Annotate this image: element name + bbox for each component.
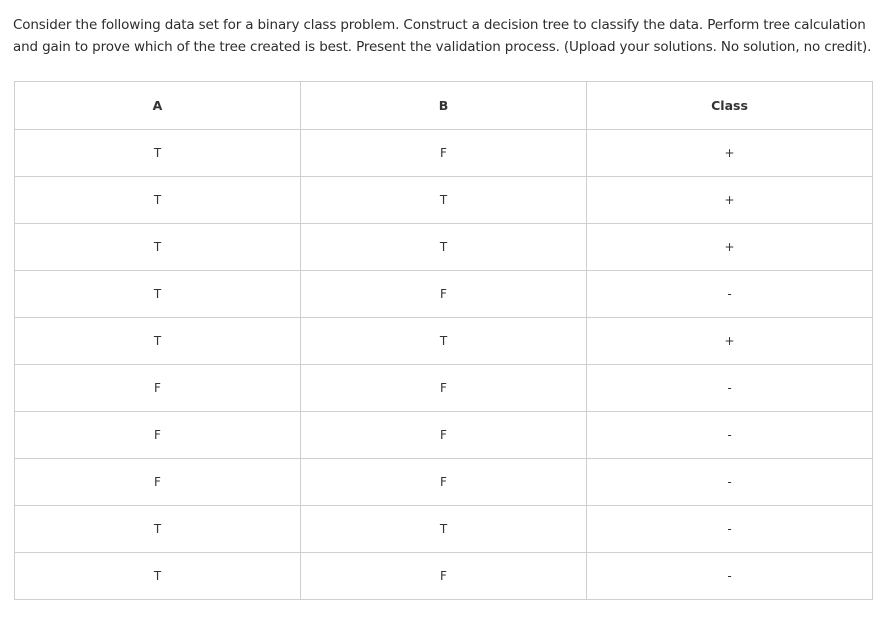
column-header-class: Class — [587, 82, 873, 130]
table-row — [15, 459, 873, 506]
table-row — [15, 271, 873, 318]
table-row — [15, 553, 873, 600]
cell-a: T — [15, 271, 301, 318]
cell-a: T — [15, 553, 301, 600]
cell-class: + — [587, 177, 873, 224]
table-row — [15, 130, 873, 177]
cell-b: F — [301, 271, 587, 318]
table-row — [15, 412, 873, 459]
cell-b: F — [301, 459, 587, 506]
cell-class: - — [587, 506, 873, 553]
cell-b: T — [301, 318, 587, 365]
cell-class: + — [587, 224, 873, 271]
cell-class: + — [587, 130, 873, 177]
table-row — [15, 177, 873, 224]
cell-a: T — [15, 177, 301, 224]
cell-class: - — [587, 271, 873, 318]
cell-a: F — [15, 412, 301, 459]
cell-class: - — [587, 412, 873, 459]
cell-a: F — [15, 365, 301, 412]
cell-class: - — [587, 365, 873, 412]
column-header-b: B — [301, 82, 587, 130]
table-row — [15, 224, 873, 271]
cell-b: F — [301, 365, 587, 412]
table-row — [15, 365, 873, 412]
cell-a: F — [15, 459, 301, 506]
cell-b: T — [301, 506, 587, 553]
cell-class: - — [587, 553, 873, 600]
cell-class: - — [587, 459, 873, 506]
cell-b: T — [301, 224, 587, 271]
cell-a: T — [15, 224, 301, 271]
cell-b: F — [301, 412, 587, 459]
cell-class: + — [587, 318, 873, 365]
cell-b: F — [301, 130, 587, 177]
cell-a: T — [15, 130, 301, 177]
cell-b: F — [301, 553, 587, 600]
data-set-table — [14, 81, 873, 600]
column-header-a: A — [15, 82, 301, 130]
question-prompt: Consider the following data set for a binary class problem. Construct a decision tree to classify the data. Perform tree calculation and gain to prove which of the tree created is best. Present the validation process. (Upload your solutions. No solution, no credit). — [13, 17, 872, 55]
table-row — [15, 318, 873, 365]
cell-b: T — [301, 177, 587, 224]
table-header-row — [15, 82, 873, 130]
cell-a: T — [15, 318, 301, 365]
table-row — [15, 506, 873, 553]
cell-a: T — [15, 506, 301, 553]
